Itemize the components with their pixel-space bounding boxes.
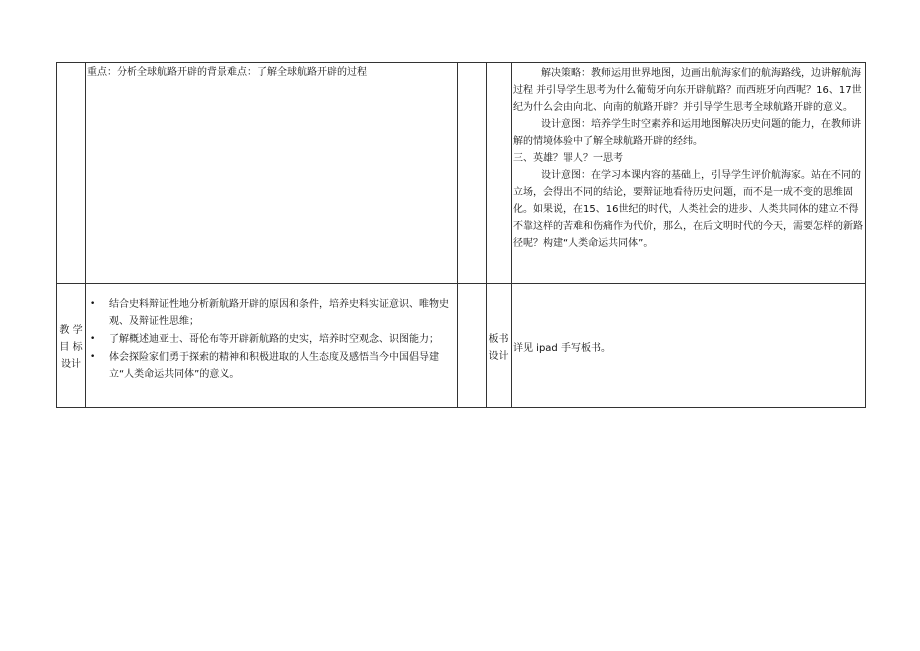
label-line: 设计 — [488, 351, 509, 362]
teaching-strategy-cell — [513, 65, 863, 252]
label-line: 设计 — [61, 359, 81, 370]
column-divider — [85, 62, 86, 408]
strategy-paragraph: 解决策略：教师运用世界地图，边画出航海家们的航海路线，边讲解航海过程 并引导学生思考为什么葡萄牙向东开辟航路？而西班牙向西呢？16、17世纪为什么会由向北、向南的航路开辟？并引导学生思考全球航路开辟的意义。 — [513, 68, 862, 113]
lesson-plan-table — [56, 62, 866, 408]
table-top-border — [56, 62, 866, 63]
list-item — [87, 349, 453, 383]
label-line: 目 标 — [59, 342, 83, 353]
teaching-goals-label — [57, 322, 85, 373]
goal-text: 结合史料辩证性地分析新航路开辟的原因和条件，培养史料实证意识、唯物史观、及辩证性思维； — [109, 299, 449, 327]
section-heading: 三、英雄？罪人？一思考 — [513, 153, 623, 164]
list-item — [87, 331, 453, 348]
goal-text: 体会探险家们勇于探索的精神和积极进取的人生态度及感悟当今中国倡导建立“人类命运共同体”的意义。 — [109, 352, 439, 380]
key-points-text: 重点：分析全球航路开辟的背景难点：了解全球航路开辟的过程 — [87, 67, 367, 78]
row-divider — [56, 283, 866, 284]
teaching-goals-list — [87, 296, 453, 384]
bullet-icon: • — [90, 334, 96, 344]
table-right-border — [865, 62, 866, 408]
label-line: 板书 — [488, 334, 509, 345]
goal-text: 了解概述迪亚士、哥伦布等开辟新航路的史实，培养时空观念、识图能力； — [109, 334, 439, 345]
bullet-icon: • — [90, 299, 96, 309]
list-item — [87, 296, 453, 330]
column-divider — [457, 62, 458, 408]
column-divider — [511, 62, 512, 408]
table-bottom-border — [56, 407, 866, 408]
design-intent-paragraph: 设计意图：培养学生时空素养和运用地图解决历史问题的能力，在教师讲解的情境体验中了解全球航路开辟的经纬。 — [513, 119, 861, 147]
design-intent-paragraph: 设计意图：在学习本课内容的基础上，引导学生评价航海家。站在不同的立场，会得出不同的结论，要辩证地看待历史问题，而不是一成不变的思维固化。如果说，在15、16世纪的时代，人类社会的进步、人类共同体的建立不得不靠这样的苦难和伤痛作为代价，那么，在后文明时代的今天，需要怎样的新路径呢？构建“人类命运共同体”。 — [513, 170, 863, 249]
bullet-icon: • — [90, 352, 96, 362]
board-design-label — [486, 331, 511, 365]
board-design-content: 详见 ipad 手写板书。 — [513, 343, 611, 354]
label-line: 教 学 — [59, 325, 83, 336]
